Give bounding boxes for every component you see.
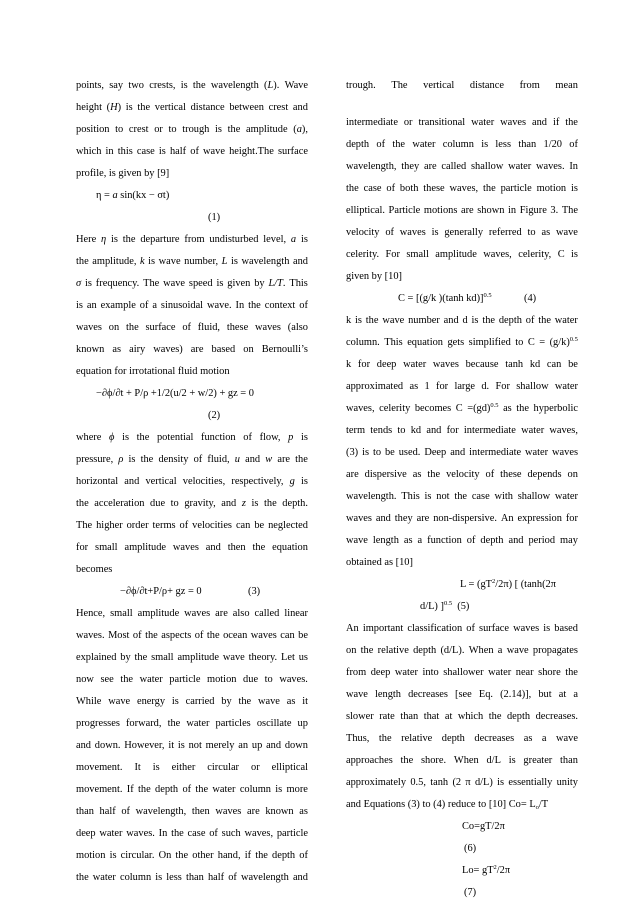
right-line-29: wave length decreases [see Eq. (2.14)], but at a xyxy=(346,689,578,700)
right-line-12: k is the wave number and d is the depth of the water xyxy=(346,315,578,326)
right-line-17: term tends to kd and for intermediate water waves, xyxy=(346,425,578,436)
right-line-18: (3) is to be used. Deep and intermediate water waves xyxy=(346,447,578,458)
left-line-28: explained by the small amplitude wave theory. Let us xyxy=(76,652,308,663)
equation-6: Co=gT/2π xyxy=(462,821,505,832)
equation-7: $Lo= gT^2/2\pi$ xyxy=(462,864,511,876)
left-line-18: pressure, ρ is the density of fluid, u and w are the xyxy=(76,454,308,465)
left-line-13: known as airy waves) are based on Bernoulli’s xyxy=(76,344,308,355)
right-line-20: wavelength. This is not the case with shallow water xyxy=(346,491,578,502)
equation-7-number: (7) xyxy=(464,887,477,898)
left-line-17: where ϕ is the potential function of flow, p is xyxy=(76,432,308,443)
right-line-31: Thus, the relative depth decreases as a wave xyxy=(346,733,578,744)
equation-5-line-1: $L = (gT^2/2\pi)$ [ (tanh(2π xyxy=(460,578,556,590)
right-line-9: given by [10] xyxy=(346,271,402,282)
left-line-2: height (H) is the vertical distance between crest and xyxy=(76,102,308,113)
right-line-33: approximately 0.5, tanh (2 π d/L) is essentially unity xyxy=(346,777,578,788)
left-line-21: The higher order terms of velocities can be neglected xyxy=(76,520,308,531)
left-line-30: While wave energy is carried by the wave as it xyxy=(76,696,308,707)
right-line-14: k for deep water waves because tanh kd can be xyxy=(346,359,578,370)
equation-3-number: (3) xyxy=(248,586,261,597)
right-line-19: are dispersive as the velocity of these depends on xyxy=(346,469,578,480)
right-line-8: celerity. For small amplitude waves, celerity, C is xyxy=(346,249,578,260)
right-line-28: from deep water into shallower water near shore the xyxy=(346,667,578,678)
left-line-26: Hence, small amplitude waves are also called linear xyxy=(76,608,308,619)
right-line-34: and Equations (3) to (4) reduce to [10] $Co= L_o/T$ xyxy=(346,799,549,811)
left-line-10: σ is frequency. The wave speed is given by L/T. This xyxy=(76,278,308,289)
right-line-13: column. This equation gets simplified to C = $(g/k)^{0.5}$ xyxy=(346,336,578,348)
left-line-14: equation for irrotational fluid motion xyxy=(76,366,230,377)
right-line-27: on the relative depth (d/L). When a wave propagates xyxy=(346,645,578,656)
equation-1: η = a sin(kx − σt) xyxy=(96,190,170,201)
left-line-38: the water column is less than half of wavelength and xyxy=(76,872,308,883)
left-line-32: and down. However, it is not merely an up and down xyxy=(76,740,308,751)
right-line-2: intermediate or transitional water waves and if the xyxy=(346,117,578,128)
equation-4: C = [(g/k )(tanh kd)]$^{0.5}$ xyxy=(398,292,492,304)
left-line-23: becomes xyxy=(76,564,113,575)
left-line-12: waves on the surface of fluid, these waves (also xyxy=(76,322,308,333)
equation-6-number: (6) xyxy=(464,843,477,854)
left-line-29: now see the water particle motion due to waves. xyxy=(76,674,308,685)
right-line-1: trough. The vertical distance from mean xyxy=(346,80,578,91)
right-line-23: obtained as [10] xyxy=(346,557,413,568)
left-line-35: than half of wavelength, then waves are known as xyxy=(76,806,308,817)
left-line-3: position to crest or to trough is the amplitude (a), xyxy=(76,124,308,135)
right-line-16: waves, celerity becomes C =(gd)$^{0.5}$ as the hyperbolic xyxy=(346,402,578,414)
left-line-33: movement. It is either circular or elliptical xyxy=(76,762,308,773)
right-line-3: depth of the water column is less than 1/20 of xyxy=(346,139,578,150)
right-line-6: elliptical. Particle motions are shown in Figure 3. The xyxy=(346,205,578,216)
right-line-32: approaches the shore. When d/L is greater than xyxy=(346,755,578,766)
right-line-5: the case of both these waves, the particle motion is xyxy=(346,183,578,194)
left-line-34: movement. If the depth of the water column is more xyxy=(76,784,308,795)
equation-5-line-2: d/L) ]$^{0.5}$ (5) xyxy=(420,600,470,612)
equation-4-number: (4) xyxy=(524,293,537,304)
left-line-27: waves. Most of the aspects of the ocean waves can be xyxy=(76,630,308,641)
equation-2-number: (2) xyxy=(208,410,221,421)
left-line-5: profile, is given by [9] xyxy=(76,168,170,179)
left-line-9: the amplitude, k is wave number, L is wavelength and xyxy=(76,256,308,267)
right-line-7: velocity of waves is generally referred to as wave xyxy=(346,227,578,238)
equation-3: −∂ϕ/∂t+P/ρ+ gz = 0 xyxy=(120,586,202,597)
left-line-20: the acceleration due to gravity, and z is the depth. xyxy=(76,498,308,509)
equation-1-number: (1) xyxy=(208,212,221,223)
right-line-15: approximated as 1 for large d. For shallow water xyxy=(346,381,578,392)
right-line-21: waves and they are non-dispersive. An expression for xyxy=(346,513,578,524)
left-line-11: is an example of a sinusoidal wave. In the context of xyxy=(76,300,308,311)
left-line-37: motion is circular. On the other hand, if the depth of xyxy=(76,850,308,861)
equation-2: −∂ϕ/∂t + P/ρ +1/2(u/2 + w/2) + gz = 0 xyxy=(96,388,254,399)
left-line-22: for small amplitude waves and then the equation xyxy=(76,542,308,553)
left-line-8: Here η is the departure from undisturbed level, a is xyxy=(76,234,308,245)
left-line-36: deep water waves. In the case of such waves, particle xyxy=(76,828,308,839)
right-line-22: wave length as a function of depth and period may xyxy=(346,535,578,546)
left-line-19: horizontal and vertical velocities, respectively, g is xyxy=(76,476,308,487)
left-line-1: points, say two crests, is the wavelength (L). Wave xyxy=(76,80,308,91)
right-line-4: wavelength, they are called shallow water waves. In xyxy=(346,161,578,172)
right-line-26: An important classification of surface waves is based xyxy=(346,623,578,634)
left-line-31: progresses forward, the water particles oscillate up xyxy=(76,718,308,729)
right-line-30: slower rate than that at which the depth decreases. xyxy=(346,711,578,722)
left-line-4: which in this case is half of wave height.The surface xyxy=(76,146,308,157)
